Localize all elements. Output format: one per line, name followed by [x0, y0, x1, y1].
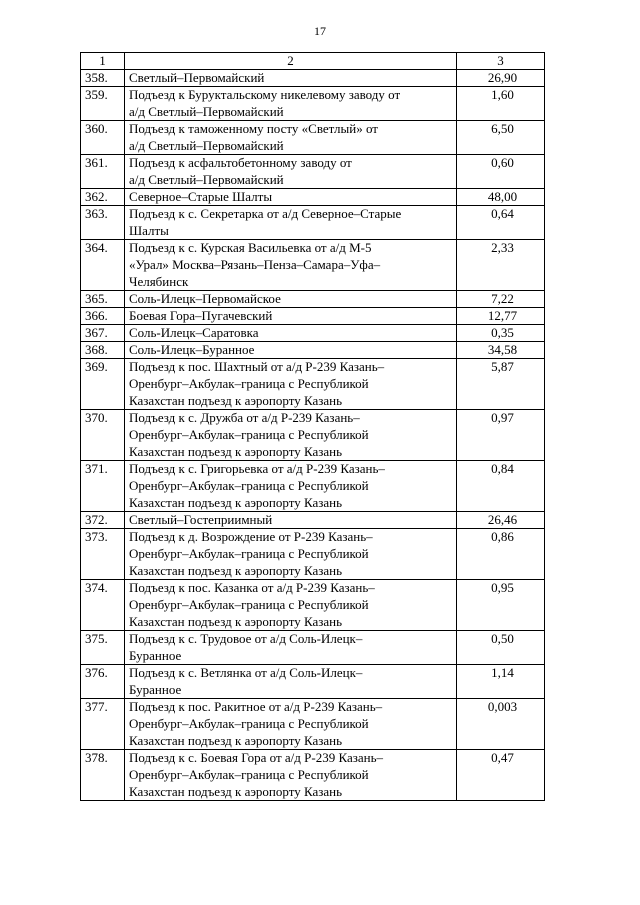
- table-row: [81, 410, 545, 461]
- row-number-cell: 369.: [81, 359, 125, 410]
- road-name-line: Соль-Илецк–Первомайское: [129, 291, 281, 306]
- table-row: [81, 240, 545, 291]
- road-name-cell: [125, 359, 457, 410]
- road-name-line: Подъезд к с. Трудовое от а/д Соль-Илецк–: [129, 631, 363, 646]
- road-name-cell: [125, 240, 457, 291]
- table-row: [81, 70, 545, 87]
- road-name-line: Подъезд к с. Дружба от а/д Р-239 Казань–: [129, 410, 360, 425]
- table-row: [81, 325, 545, 342]
- road-name-cell: [125, 308, 457, 325]
- road-name-line: Оренбург–Акбулак–граница с Республикой: [129, 716, 369, 731]
- road-name-line: Оренбург–Акбулак–граница с Республикой: [129, 478, 369, 493]
- row-number-cell: 365.: [81, 291, 125, 308]
- page-number: 17: [314, 24, 326, 38]
- road-name-line: Казахстан подъезд к аэропорту Казань: [129, 733, 343, 748]
- road-name-cell: [125, 70, 457, 87]
- road-name-cell: [125, 410, 457, 461]
- road-name-line: Боевая Гора–Пугачевский: [129, 308, 273, 323]
- road-length-cell: 48,00: [457, 189, 545, 206]
- row-number-cell: 370.: [81, 410, 125, 461]
- table-row: [81, 87, 545, 121]
- road-name-cell: [125, 512, 457, 529]
- road-name-line: Казахстан подъезд к аэропорту Казань: [129, 393, 343, 408]
- road-name-line: Шалты: [129, 223, 169, 238]
- table-row: [81, 189, 545, 206]
- road-name-cell: [125, 87, 457, 121]
- table-row: [81, 342, 545, 359]
- roads-table-container: [80, 52, 544, 801]
- road-name-cell: [125, 325, 457, 342]
- row-number-cell: 364.: [81, 240, 125, 291]
- row-number-cell: 374.: [81, 580, 125, 631]
- row-number-cell: 378.: [81, 750, 125, 801]
- road-name-cell: [125, 631, 457, 665]
- road-name-cell: [125, 529, 457, 580]
- road-name-line: Буранное: [129, 648, 182, 663]
- road-name-line: Оренбург–Акбулак–граница с Республикой: [129, 427, 369, 442]
- road-length-cell: 7,22: [457, 291, 545, 308]
- road-length-cell: 0,003: [457, 699, 545, 750]
- road-name-cell: [125, 342, 457, 359]
- table-row: [81, 631, 545, 665]
- column-header-number: 1: [81, 53, 125, 70]
- road-name-cell: [125, 750, 457, 801]
- column-header-length: 3: [457, 53, 545, 70]
- table-row: [81, 461, 545, 512]
- table-row: [81, 512, 545, 529]
- row-number-cell: 358.: [81, 70, 125, 87]
- road-length-cell: 34,58: [457, 342, 545, 359]
- road-name-line: Подъезд к д. Возрождение от Р-239 Казань–: [129, 529, 373, 544]
- road-name-line: Оренбург–Акбулак–граница с Республикой: [129, 546, 369, 561]
- road-name-line: Подъезд к пос. Шахтный от а/д Р-239 Казань–: [129, 359, 385, 374]
- road-name-line: Подъезд к Буруктальскому никелевому заводу от: [129, 87, 401, 102]
- road-name-cell: [125, 121, 457, 155]
- road-name-line: «Урал» Москва–Рязань–Пенза–Самара–Уфа–: [129, 257, 381, 272]
- road-length-cell: 1,14: [457, 665, 545, 699]
- road-name-cell: [125, 206, 457, 240]
- road-name-line: Буранное: [129, 682, 182, 697]
- road-name-cell: [125, 665, 457, 699]
- road-name-line: Светлый–Первомайский: [129, 70, 265, 85]
- row-number-cell: 376.: [81, 665, 125, 699]
- table-row: [81, 308, 545, 325]
- road-length-cell: 0,35: [457, 325, 545, 342]
- road-name-line: Светлый–Гостеприимный: [129, 512, 273, 527]
- road-length-cell: 0,86: [457, 529, 545, 580]
- table-header-row: [81, 53, 545, 70]
- row-number-cell: 359.: [81, 87, 125, 121]
- road-name-line: а/д Светлый–Первомайский: [129, 172, 284, 187]
- road-length-cell: 0,47: [457, 750, 545, 801]
- road-name-line: Подъезд к пос. Ракитное от а/д Р-239 Казань–: [129, 699, 383, 714]
- road-length-cell: 5,87: [457, 359, 545, 410]
- road-length-cell: 26,90: [457, 70, 545, 87]
- road-name-cell: [125, 461, 457, 512]
- row-number-cell: 362.: [81, 189, 125, 206]
- road-name-line: Подъезд к асфальтобетонному заводу от: [129, 155, 352, 170]
- road-length-cell: 0,50: [457, 631, 545, 665]
- road-length-cell: 1,60: [457, 87, 545, 121]
- road-name-line: Казахстан подъезд к аэропорту Казань: [129, 784, 343, 799]
- road-name-line: Оренбург–Акбулак–граница с Республикой: [129, 376, 369, 391]
- road-name-line: Казахстан подъезд к аэропорту Казань: [129, 444, 343, 459]
- road-name-cell: [125, 291, 457, 308]
- road-length-cell: 0,64: [457, 206, 545, 240]
- road-name-line: Подъезд к с. Секретарка от а/д Северное–Старые: [129, 206, 402, 221]
- road-length-cell: 0,84: [457, 461, 545, 512]
- road-name-line: Соль-Илецк–Саратовка: [129, 325, 259, 340]
- road-name-cell: [125, 155, 457, 189]
- road-name-line: Подъезд к с. Курская Васильевка от а/д М-5: [129, 240, 372, 255]
- row-number-cell: 368.: [81, 342, 125, 359]
- row-number-cell: 371.: [81, 461, 125, 512]
- road-length-cell: 12,77: [457, 308, 545, 325]
- table-row: [81, 291, 545, 308]
- road-length-cell: 6,50: [457, 121, 545, 155]
- road-name-line: а/д Светлый–Первомайский: [129, 104, 284, 119]
- row-number-cell: 375.: [81, 631, 125, 665]
- row-number-cell: 361.: [81, 155, 125, 189]
- row-number-cell: 372.: [81, 512, 125, 529]
- road-name-line: Подъезд к с. Боевая Гора от а/д Р-239 Казань–: [129, 750, 384, 765]
- table-row: [81, 121, 545, 155]
- roads-table: [80, 52, 545, 801]
- road-name-line: Оренбург–Акбулак–граница с Республикой: [129, 597, 369, 612]
- road-name-line: Казахстан подъезд к аэропорту Казань: [129, 614, 343, 629]
- road-length-cell: 2,33: [457, 240, 545, 291]
- road-name-cell: [125, 580, 457, 631]
- road-name-line: Подъезд к с. Ветлянка от а/д Соль-Илецк–: [129, 665, 363, 680]
- row-number-cell: 363.: [81, 206, 125, 240]
- road-name-cell: [125, 189, 457, 206]
- road-length-cell: 0,60: [457, 155, 545, 189]
- table-row: [81, 359, 545, 410]
- table-row: [81, 580, 545, 631]
- road-length-cell: 0,97: [457, 410, 545, 461]
- row-number-cell: 360.: [81, 121, 125, 155]
- road-name-line: Соль-Илецк–Буранное: [129, 342, 255, 357]
- road-name-line: Оренбург–Акбулак–граница с Республикой: [129, 767, 369, 782]
- road-name-line: Подъезд к пос. Казанка от а/д Р-239 Казань–: [129, 580, 375, 595]
- table-row: [81, 665, 545, 699]
- column-header-name: 2: [125, 53, 457, 70]
- road-length-cell: 0,95: [457, 580, 545, 631]
- road-length-cell: 26,46: [457, 512, 545, 529]
- road-name-line: Подъезд к с. Григорьевка от а/д Р-239 Казань–: [129, 461, 385, 476]
- row-number-cell: 377.: [81, 699, 125, 750]
- row-number-cell: 367.: [81, 325, 125, 342]
- table-row: [81, 206, 545, 240]
- row-number-cell: 366.: [81, 308, 125, 325]
- table-row: [81, 699, 545, 750]
- row-number-cell: 373.: [81, 529, 125, 580]
- table-row: [81, 750, 545, 801]
- table-row: [81, 155, 545, 189]
- road-name-cell: [125, 699, 457, 750]
- road-name-line: а/д Светлый–Первомайский: [129, 138, 284, 153]
- table-row: [81, 529, 545, 580]
- road-name-line: Северное–Старые Шалты: [129, 189, 273, 204]
- road-name-line: Подъезд к таможенному посту «Светлый» от: [129, 121, 378, 136]
- road-name-line: Челябинск: [129, 274, 189, 289]
- road-name-line: Казахстан подъезд к аэропорту Казань: [129, 563, 343, 578]
- road-name-line: Казахстан подъезд к аэропорту Казань: [129, 495, 343, 510]
